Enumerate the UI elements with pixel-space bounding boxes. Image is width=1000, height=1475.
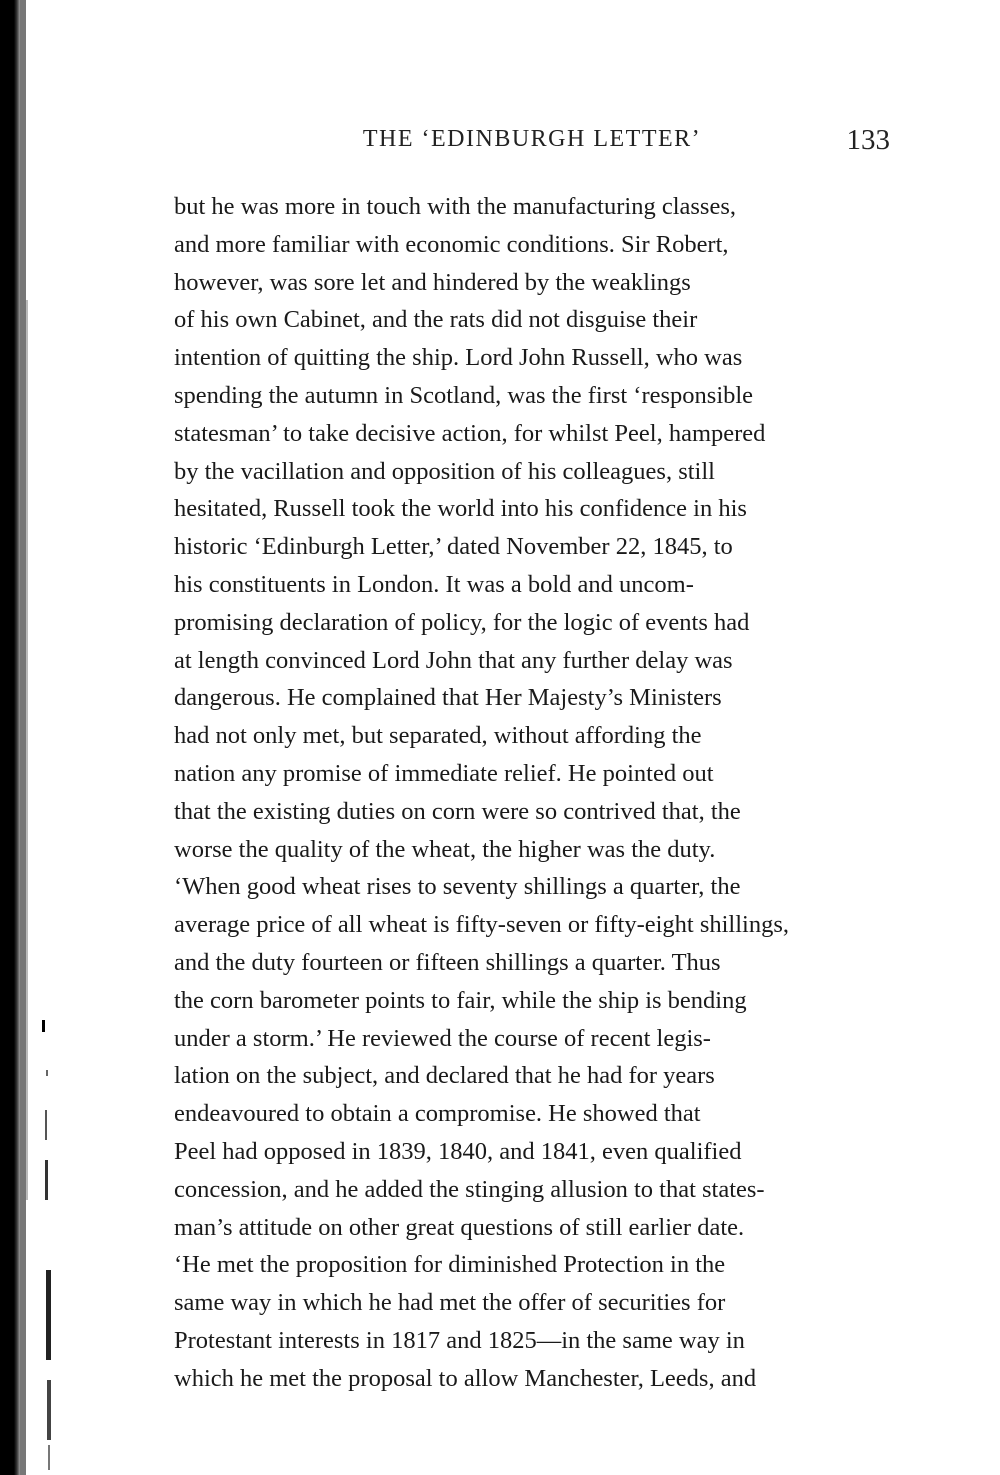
text-line: by the vacillation and opposition of his colleagues, still [174, 457, 715, 485]
page-number: 133 [846, 124, 890, 156]
running-header [174, 124, 890, 164]
text-line: nation any promise of immediate relief. He pointed out [174, 759, 714, 787]
text-line: lation on the subject, and declared that he had for years [174, 1062, 715, 1090]
text-line: of his own Cabinet, and the rats did not disguise their [174, 306, 698, 334]
text-line: historic ‘Edinburgh Letter,’ dated November 22, 1845, to [174, 533, 733, 561]
text-line: statesman’ to take decisive action, for whilst Peel, hampered [174, 419, 766, 447]
text-line: at length convinced Lord John that any further delay was [174, 646, 733, 674]
text-line: under a storm.’ He reviewed the course of recent legis- [174, 1024, 711, 1052]
text-line: and more familiar with economic conditions. Sir Robert, [174, 230, 729, 258]
text-line: promising declaration of policy, for the logic of events had [174, 608, 750, 636]
running-head-title: THE ‘EDINBURGH LETTER’ [362, 126, 702, 152]
text-line: average price of all wheat is fifty-seven or fifty-eight shillings, [174, 911, 790, 939]
text-line: worse the quality of the wheat, the higher was the duty. [174, 835, 716, 863]
text-line: but he was more in touch with the manufacturing classes, [174, 193, 736, 220]
text-line: which he met the proposal to allow Manchester, Leeds, and [174, 1364, 757, 1392]
text-line: dangerous. He complained that Her Majesty’s Ministers [174, 684, 722, 712]
book-binding-shadow [0, 0, 20, 1475]
text-line: however, was sore let and hindered by the weaklings [174, 268, 691, 296]
text-line: that the existing duties on corn were so contrived that, the [174, 797, 741, 825]
text-line: endeavoured to obtain a compromise. He showed that [174, 1100, 701, 1128]
text-line: hesitated, Russell took the world into his confidence in his [174, 495, 747, 523]
body-text [174, 188, 890, 1398]
binding-speckle-marks [20, 0, 65, 1475]
text-line: had not only met, but separated, without affording the [174, 722, 702, 750]
text-line: the corn barometer points to fair, while the ship is bending [174, 986, 747, 1014]
text-line: intention of quitting the ship. Lord John Russell, who was [174, 344, 743, 372]
text-line: his constituents in London. It was a bold and uncom- [174, 570, 694, 598]
text-line: ‘When good wheat rises to seventy shillings a quarter, the [174, 873, 741, 901]
text-line: same way in which he had met the offer of securities for [174, 1289, 726, 1317]
text-line: concession, and he added the stinging allusion to that states- [174, 1175, 765, 1203]
text-line: spending the autumn in Scotland, was the first ‘responsible [174, 381, 754, 409]
text-line: Protestant interests in 1817 and 1825—in the same way in [174, 1326, 745, 1354]
text-line: and the duty fourteen or fifteen shillings a quarter. Thus [174, 948, 721, 976]
text-line: Peel had opposed in 1839, 1840, and 1841, even qualified [174, 1137, 742, 1165]
text-line: man’s attitude on other great questions of still earlier date. [174, 1213, 745, 1241]
text-line: ‘He met the proposition for diminished Protection in the [174, 1251, 726, 1279]
